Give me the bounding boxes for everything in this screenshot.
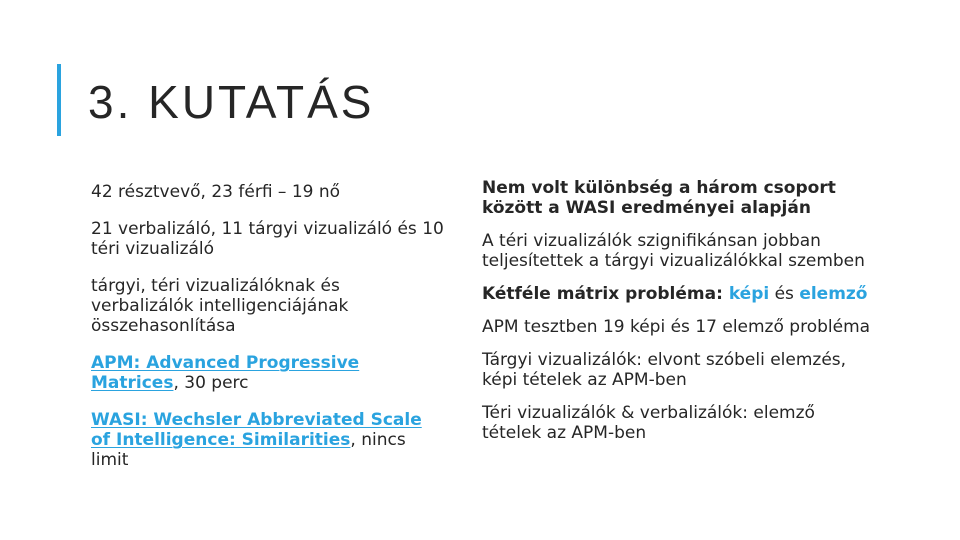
wasi-limit: , nincs limit: [91, 430, 406, 470]
left-column: [91, 182, 446, 487]
left-item-wasi: [91, 410, 446, 470]
right-item-spatial-better: A téri vizualizálók szignifikánsan jobban teljesítettek a tárgyi vizualizálókkal szemben: [482, 231, 865, 271]
apm-duration: , 30 perc: [173, 373, 249, 393]
left-item-participants: 42 résztvevő, 23 férfi – 19 nő: [91, 182, 341, 202]
slide-title: 3. KUTATÁS: [88, 76, 375, 128]
left-item-apm: [91, 353, 446, 393]
wasi-term: WASI: Wechsler Abbreviated Scale of Intelligence: Similarities: [91, 410, 422, 450]
right-column: [482, 178, 877, 456]
matrix-types-label: Kétféle mátrix probléma:: [482, 284, 729, 304]
left-item-comparison: tárgyi, téri vizualizálóknak és verbalizálók intelligenciájának összehasonlítása: [91, 276, 349, 336]
matrix-types-and: és: [769, 284, 800, 304]
right-item-apm-counts: APM tesztben 19 képi és 17 elemző probléma: [482, 317, 871, 337]
matrix-type-visual: képi: [728, 284, 770, 304]
right-item-spatial-verbalizers: Téri vizualizálók & verbalizálók: elemző tételek az APM-ben: [482, 403, 815, 443]
right-item-no-difference: Nem volt különbség a három csoport között a WASI eredményei alapján: [482, 178, 836, 218]
left-item-groups: 21 verbalizáló, 11 tárgyi vizualizáló és 10 téri vizualizáló: [91, 219, 444, 259]
apm-term: APM: Advanced Progressive Matrices: [91, 353, 360, 393]
matrix-type-analytic: elemző: [799, 284, 868, 304]
right-item-matrix-types: [482, 284, 877, 304]
right-item-object-visualizers: Tárgyi vizualizálók: elvont szóbeli elemzés, képi tételek az APM-ben: [482, 350, 847, 390]
title-accent-bar: [57, 64, 61, 136]
